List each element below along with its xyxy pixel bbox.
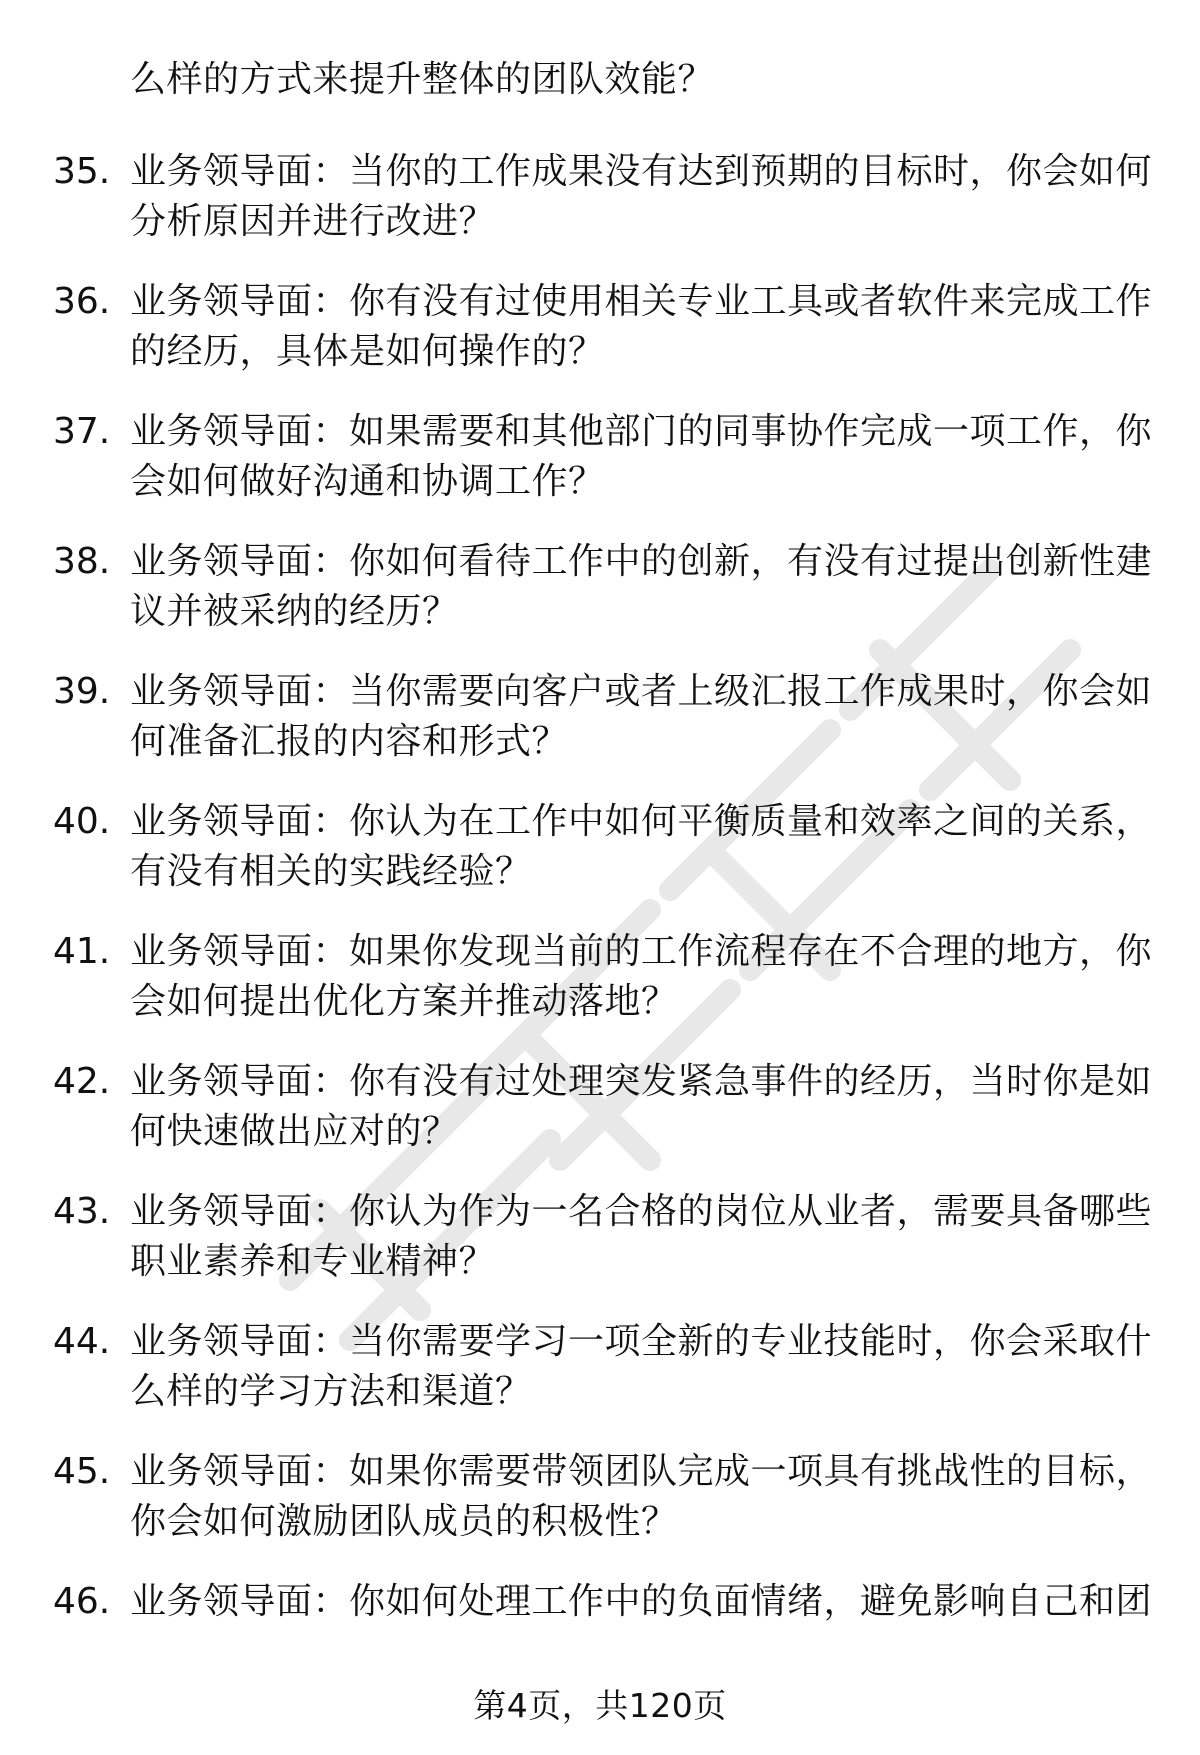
question-text-line1: 业务领导面：如果你发现当前的工作流程存在不合理的地方，你 <box>130 931 1153 972</box>
question-text-line1: 业务领导面：你认为在工作中如何平衡质量和效率之间的关系， <box>130 801 1153 842</box>
question-text-line1: 业务领导面：你如何看待工作中的创新，有没有过提出创新性建 <box>130 541 1153 582</box>
question-text-line1: 业务领导面：如果你需要带领团队完成一项具有挑战性的目标， <box>130 1451 1153 1492</box>
question-text-line2: 你会如何激励团队成员的积极性？ <box>130 1501 678 1542</box>
question-number: 35. <box>53 151 111 192</box>
question-text-line2: 么样的学习方法和渠道？ <box>130 1371 532 1412</box>
page-footer: 第4页，共120页 <box>473 1686 727 1725</box>
question-number: 42. <box>53 1061 111 1102</box>
question-number: 41. <box>53 931 111 972</box>
question-text-line2: 何准备汇报的内容和形式？ <box>130 721 569 762</box>
question-text-line1: 业务领导面：如果需要和其他部门的同事协作完成一项工作，你 <box>130 411 1153 452</box>
question-text-line1: 业务领导面：你认为作为一名合格的岗位从业者，需要具备哪些 <box>130 1191 1153 1232</box>
question-text-line2: 何快速做出应对的？ <box>130 1111 459 1152</box>
continuation-line: 么样的方式来提升整体的团队效能？ <box>130 59 715 100</box>
question-number: 43. <box>53 1191 111 1232</box>
question-text-line2: 会如何做好沟通和协调工作？ <box>130 461 605 502</box>
question-number: 38. <box>53 541 111 582</box>
question-text-line1: 业务领导面：当你需要向客户或者上级汇报工作成果时，你会如 <box>130 671 1153 712</box>
question-number: 37. <box>53 411 111 452</box>
question-text-line2: 有没有相关的实践经验？ <box>130 851 532 892</box>
question-text-line2: 分析原因并进行改进？ <box>130 201 496 242</box>
question-text-line2: 的经历，具体是如何操作的？ <box>130 331 605 372</box>
question-number: 44. <box>53 1321 111 1362</box>
question-text-line1: 业务领导面：当你需要学习一项全新的专业技能时，你会采取什 <box>130 1321 1153 1362</box>
question-number: 39. <box>53 671 111 712</box>
question-text-line1: 业务领导面：你有没有过使用相关专业工具或者软件来完成工作 <box>130 281 1153 322</box>
question-text-line2: 职业素养和专业精神？ <box>130 1241 496 1282</box>
question-text-line2: 会如何提出优化方案并推动落地？ <box>130 981 678 1022</box>
question-text-line1: 业务领导面：你如何处理工作中的负面情绪，避免影响自己和团 <box>130 1581 1153 1622</box>
question-number: 45. <box>53 1451 111 1492</box>
question-number: 46. <box>53 1581 111 1622</box>
question-text-line1: 业务领导面：你有没有过处理突发紧急事件的经历，当时你是如 <box>130 1061 1153 1102</box>
question-text-line2: 议并被采纳的经历？ <box>130 591 459 632</box>
question-number: 40. <box>53 801 111 842</box>
question-number: 36. <box>53 281 111 322</box>
question-text-line1: 业务领导面：当你的工作成果没有达到预期的目标时，你会如何 <box>130 151 1153 192</box>
